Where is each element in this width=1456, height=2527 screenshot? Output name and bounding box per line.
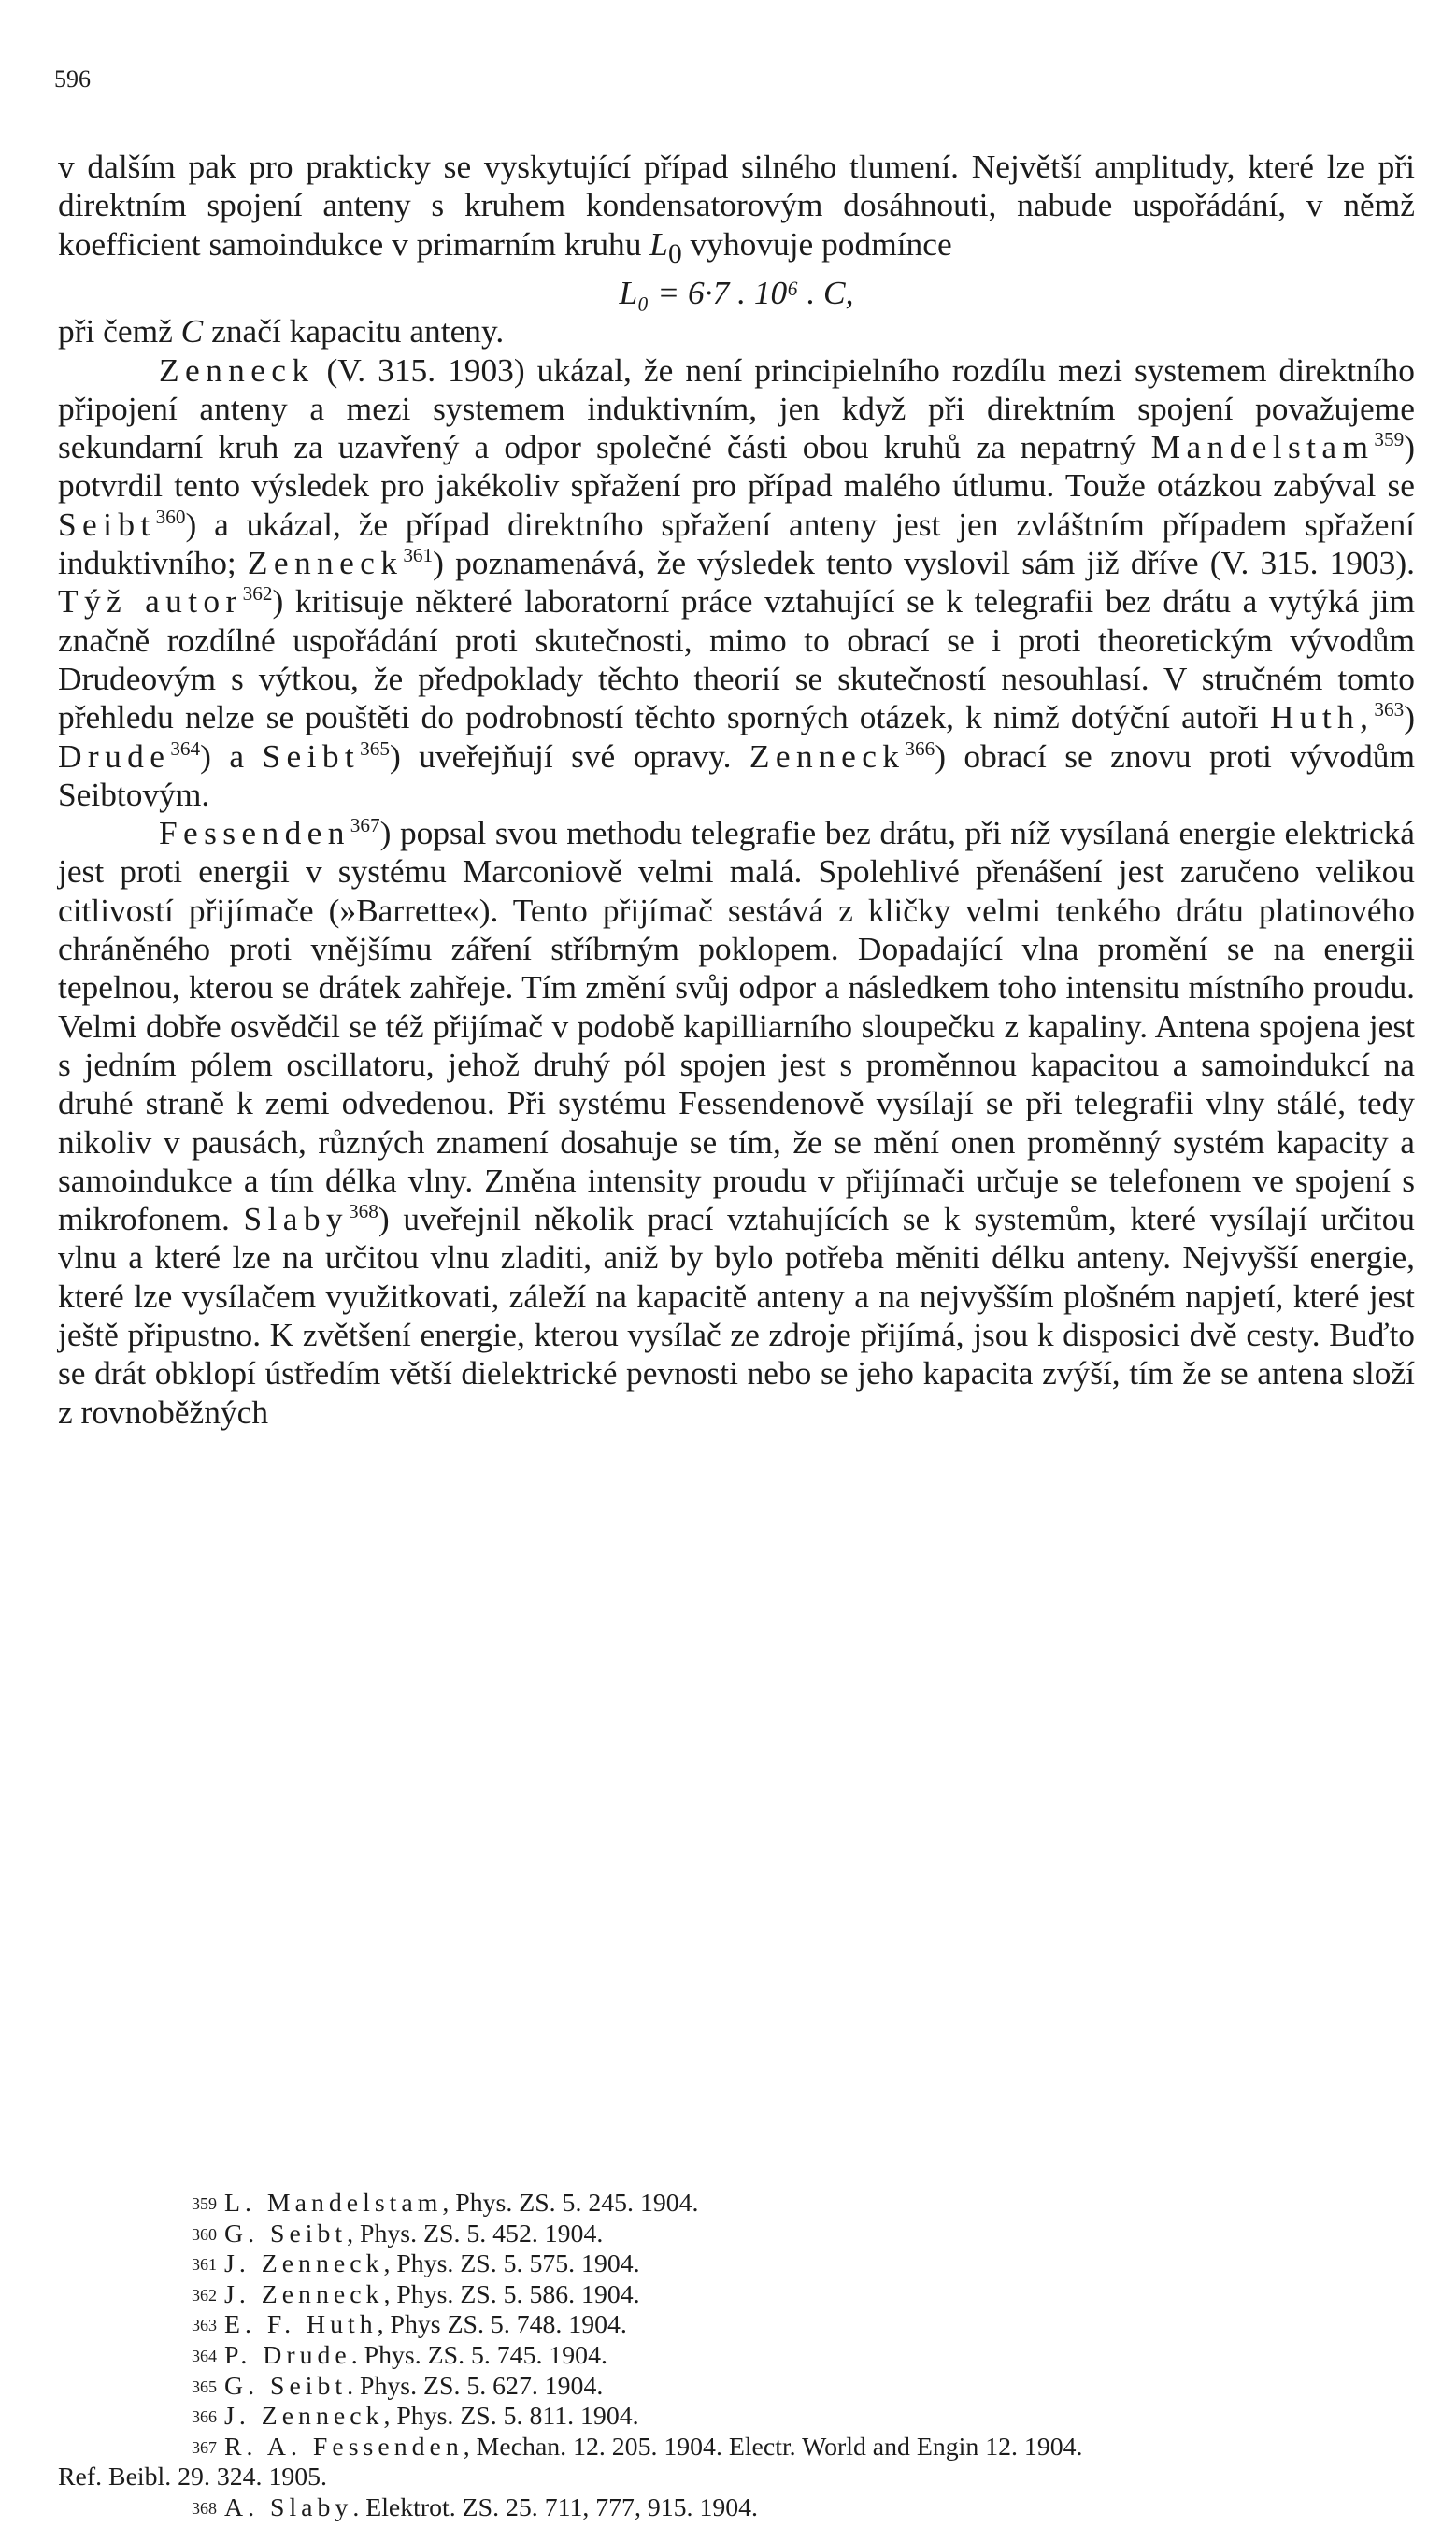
footnote-ref: 367: [350, 814, 380, 837]
text-run: při čemž: [58, 312, 181, 350]
author-name: R. A. Fessenden: [224, 2432, 464, 2462]
footnote: [58, 2341, 1415, 2372]
paragraph: [58, 814, 1415, 1432]
author-name: G. Seibt: [224, 2371, 348, 2401]
text-run: . Phys. ZS. 5. 745. 1904.: [350, 2340, 607, 2370]
footnote-number: 364: [192, 2346, 217, 2365]
footnote: [58, 2372, 1415, 2403]
footnote-ref: 365: [360, 736, 390, 760]
text-run: , Mechan. 12. 205. 1904. Electr. World and Engin 12. 1904.: [463, 2432, 1083, 2462]
text-run: v dalším pak pro prakticky se vyskytující případ silného tlumení. Největší amplitudy, které lze při direktním spojení anteny s kruhem kondensatorovým dosáhnouti, nabude uspořádání, v němž koefficient samoindukce v primarním kruhu: [58, 148, 1415, 263]
author-name: J. Zenneck: [224, 2249, 384, 2279]
text-run: C: [180, 312, 204, 350]
footnote-number: 359: [192, 2194, 217, 2213]
footnote-number: 360: [192, 2224, 217, 2244]
author-name: Mandelstam: [1150, 428, 1375, 466]
footnote: [58, 2280, 1415, 2311]
text-run: ): [1404, 698, 1415, 736]
footnote-number: 361: [192, 2255, 217, 2275]
author-name: Slaby: [243, 1200, 349, 1238]
footnote-ref: 363: [1374, 698, 1405, 721]
text-run: , Phys. ZS. 5. 575. 1904.: [383, 2249, 640, 2279]
text-run: , Phys ZS. 5. 748. 1904.: [377, 2310, 627, 2340]
author-name: L. Mandelstam: [224, 2189, 443, 2218]
text-run: ) uveřejňují své opravy.: [389, 736, 749, 775]
footnote-ref: 366: [905, 736, 935, 760]
footnote-ref: 368: [348, 1200, 378, 1223]
author-name: J. Zenneck: [224, 2279, 384, 2309]
text-run: ) obrací se znovu proti vývodům Seibtovým.: [58, 736, 1415, 813]
footnote: [58, 2220, 1415, 2250]
paragraph: [58, 312, 1415, 350]
footnote-ref: 364: [170, 736, 201, 760]
footnote-ref: 359: [1374, 428, 1405, 451]
text-run: L: [649, 224, 668, 263]
author-name: Týž autor: [58, 582, 243, 621]
paragraph: [58, 148, 1415, 274]
text-run: ) poznamenává, že výsledek tento vyslovil sám již dříve (V. 315. 1903).: [433, 544, 1415, 582]
footnote: [58, 2493, 1415, 2524]
footnote-ref: 360: [155, 505, 186, 528]
footnote-ref: 361: [403, 544, 434, 567]
footnote: [58, 2433, 1415, 2463]
text-run: vyhovuje podmínce: [681, 224, 952, 263]
author-name: Huth,: [1269, 698, 1375, 736]
author-name: A. Slaby: [224, 2492, 353, 2522]
footnote-continuation: Ref. Beibl. 29. 324. 1905.: [58, 2463, 327, 2492]
text-run: . Elektrot. ZS. 25. 711, 777, 915. 1904.: [352, 2492, 758, 2522]
text-run: ) kritisuje některé laboratorní práce vztahující se k telegrafii bez drátu a vytýká jim značně rozdílné uspořádání proti skutečnosti, mimo to obrací se i proti theoretickým vývodům Drudeovým s výtkou, že předpoklady těchto theorií se skutečností nesouhlasí. V stručném tomto přehledu nelze se pouštěti do podrobností těchto sporných otázek, k nimž dotýční autoři: [58, 582, 1415, 736]
footnote-number: 362: [192, 2285, 217, 2305]
author-name: Seibt: [58, 505, 156, 543]
footnote-number: 368: [192, 2498, 217, 2518]
text-run: značí kapacitu anteny.: [203, 312, 505, 350]
text-run: , Phys. ZS. 5. 452. 1904.: [347, 2219, 604, 2249]
text-run: 0: [667, 238, 682, 269]
footnote-number: 367: [192, 2437, 217, 2457]
text-run: ) potvrdil tento výsledek pro jakékoliv spřažení pro případ malého útlumu. Touže otázkou zabýval se: [58, 428, 1415, 505]
author-name: Seibt: [262, 736, 361, 775]
text-run: ) popsal svou methodu telegrafie bez drátu, při níž vysílaná energie elektrická jest proti energii v systému Marconiově velmi malá. Spolehlivé přenášení jest zaručeno velikou citlivostí přijímače (»Barrette«). Tento přijímač sestává z kličky velmi tenkého drátu platinového chráněného proti vnějšímu záření stříbrným poklopem. Dopadající vlna promění se na energii tepelnou, kterou se drátek zahřeje. Tím změní svůj odpor a následkem toho intensitu místního proudu. Velmi dobře osvědčil se též přijímač v podobě kapilliarního sloupečku z kapaliny. Antena spojena jest s jedním pólem oscillatoru, jehož druhý pól spojen jest s proměnnou kapacitou a samoindukcí na druhé straně k zemi odvedenou. Při systému Fessendenově vysílají se při telegrafii vlny stálé, tedy nikoliv v pausách, různých znamení dosahuje se tím, že se mění onen proměnný systém kapacity a samoindukce a tím délka vlny. Změna intensity proudu v přijímači určuje se telefonem ve spojení s mikrofonem.: [58, 814, 1415, 1238]
footnote-number: 365: [192, 2377, 217, 2396]
text-run: , Phys. ZS. 5. 586. 1904.: [383, 2279, 640, 2309]
page-number: 596: [54, 65, 91, 93]
text-run: ) a ukázal, že případ direktního spřažení anteny jest jen zvláštním případem spřažení induktivního;: [58, 505, 1415, 582]
text-run: ) uveřejnil několik prací vztahujících se k systemům, které vysílají určitou vlnu a které lze na určitou vlnu zladiti, aniž by bylo potřeba měniti délku anteny. Nejvyšší energie, které lze vysílačem využitkovati, záleží na kapacitě anteny a na nejvyšším plošném napjetí, které jest ještě připustno. K zvětšení energie, kterou vysílač ze zdroje přijímá, jsou k disposici dvě cesty. Buďto se drát obklopí ústředím větší dielektrické pevnosti nebo se jeho kapacita zvýší, tím že se antena složí z rovnoběžných: [58, 1200, 1415, 1431]
author-name: E. F. Huth: [224, 2310, 378, 2340]
text-run: (V. 315. 1903) ukázal, že není principielního rozdílu mezi systemem direktního připojení anteny a mezi systemem induktivním, jen když při direktním spojení považujeme sekundarní kruh za uzavřený a odpor společné části obou kruhů za nepatrný: [58, 350, 1415, 466]
author-name: G. Seibt: [224, 2219, 348, 2249]
footnote-ref: 362: [242, 582, 273, 606]
author-name: Zenneck: [247, 544, 404, 582]
author-name: Zenneck: [749, 736, 906, 775]
footnote: [58, 2402, 1415, 2433]
text-run: ) a: [200, 736, 263, 775]
footnote: [58, 2189, 1415, 2220]
author-name: J. Zenneck: [224, 2402, 384, 2432]
paragraph: [58, 351, 1415, 815]
text-run: . Phys. ZS. 5. 627. 1904.: [347, 2371, 604, 2401]
footnote-number: 366: [192, 2407, 217, 2427]
author-name: Zenneck: [159, 350, 315, 389]
footnote-number: 363: [192, 2316, 217, 2335]
text-run: , Phys. ZS. 5. 245. 1904.: [442, 2189, 699, 2218]
body-text: [58, 148, 1415, 1432]
author-name: Fessenden: [159, 814, 350, 852]
formula: L₀ = 6·7 . 10⁶ . C,: [619, 273, 854, 311]
author-name: Drude: [58, 736, 171, 775]
author-name: P. Drude: [224, 2340, 351, 2370]
footnote: [58, 2249, 1415, 2280]
footnote: [58, 2310, 1415, 2341]
text-run: , Phys. ZS. 5. 811. 1904.: [383, 2402, 639, 2432]
footnotes: [58, 2189, 1415, 2524]
